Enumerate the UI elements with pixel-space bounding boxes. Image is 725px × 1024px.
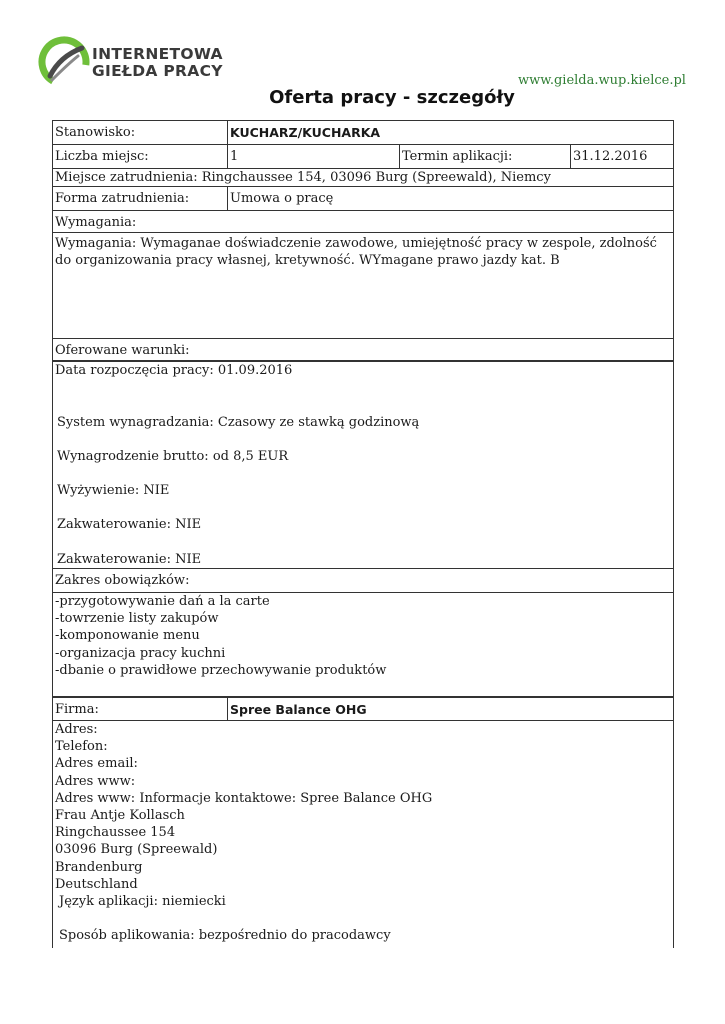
site-url[interactable]: www.gielda.wup.kielce.pl [518, 73, 686, 88]
logo [38, 36, 228, 88]
contact-line: Brandenburg [55, 859, 143, 875]
contact-block [53, 721, 673, 944]
contact-line: Adres: [55, 722, 98, 737]
conditions-label: Oferowane warunki: [55, 343, 190, 358]
row-conditions [53, 360, 673, 568]
row-requirements-text [53, 232, 673, 338]
logo-line-2: GIEŁDA PRACY [92, 62, 223, 80]
row-places [53, 144, 673, 168]
location-text: Miejsce zatrudnienia: Ringchaussee 154, 03096 Burg (Spreewald), Niemcy [55, 170, 551, 185]
condition-start: Data rozpoczęcia pracy: 01.09.2016 [55, 363, 293, 378]
contact-line: Adres email: [55, 756, 138, 772]
contact-line: Adres www: [55, 773, 136, 789]
duty-item: -dbanie o prawidłowe przechowywanie produktów [55, 662, 387, 678]
logo-swirl-icon [38, 36, 90, 88]
row-location [53, 168, 673, 186]
row-conditions-label [53, 338, 673, 360]
condition-accommodation-1: Zakwaterowanie: NIE [57, 517, 202, 532]
duty-item: -towrzenie listy zakupów [55, 611, 219, 627]
deadline-value: 31.12.2016 [570, 145, 673, 168]
condition-pay-system: System wynagradzania: Czasowy ze stawką godzinową [57, 415, 420, 430]
condition-accommodation-2: Zakwaterowanie: NIE [57, 552, 202, 567]
row-duties-label [53, 568, 673, 592]
contact-line: Frau Antje Kollasch [55, 808, 185, 824]
duties-label: Zakres obowiązków: [55, 573, 190, 588]
duty-item: -organizacja pracy kuchni [55, 645, 226, 661]
position-value: KUCHARZ/KUCHARKA [227, 121, 673, 144]
condition-salary: Wynagrodzenie brutto: od 8,5 EUR [57, 449, 289, 464]
duty-item: -przygotowywanie dań a la carte [55, 594, 270, 609]
page-title: Oferta pracy - szczegóły [269, 87, 515, 108]
contact-line: Język aplikacji: niemiecki [59, 894, 226, 910]
contact-line: Sposób aplikowania: bezpośrednio do pracodawcy [59, 928, 391, 944]
places-label: Liczba miejsc: [55, 149, 149, 164]
row-employment [53, 186, 673, 210]
duties-list [53, 593, 673, 679]
logo-text [92, 46, 223, 80]
row-position [53, 120, 673, 144]
row-contact [53, 720, 673, 948]
duty-item: -komponowanie menu [55, 628, 200, 644]
row-duties [53, 592, 673, 696]
contact-line: Adres www: Informacje kontaktowe: Spree Balance OHG [55, 790, 433, 806]
offer-table [52, 120, 674, 948]
contact-line: 03096 Burg (Spreewald) [55, 842, 218, 858]
employment-value: Umowa o pracę [227, 187, 673, 210]
requirements-text: Wymagania: Wymaganae doświadczenie zawodowe, umiejętność pracy w zespole, zdolność do organizowania pracy własnej, kretywność. WYmagane prawo jazdy kat. B [55, 236, 657, 269]
employment-label: Forma zatrudnienia: [55, 191, 190, 206]
company-value: Spree Balance OHG [227, 698, 673, 720]
row-company [53, 696, 673, 720]
company-label: Firma: [55, 702, 99, 717]
places-value: 1 [227, 145, 399, 168]
contact-line: Deutschland [55, 876, 138, 892]
contact-line: Telefon: [55, 739, 108, 755]
row-requirements-label [53, 210, 673, 232]
logo-line-1: INTERNETOWA [92, 45, 223, 63]
contact-line [55, 910, 671, 927]
contact-line: Ringchaussee 154 [55, 825, 176, 841]
requirements-label: Wymagania: [55, 215, 137, 230]
deadline-label: Termin aplikacji: [399, 145, 570, 168]
condition-meals: Wyżywienie: NIE [57, 483, 170, 498]
position-label: Stanowisko: [55, 125, 136, 140]
